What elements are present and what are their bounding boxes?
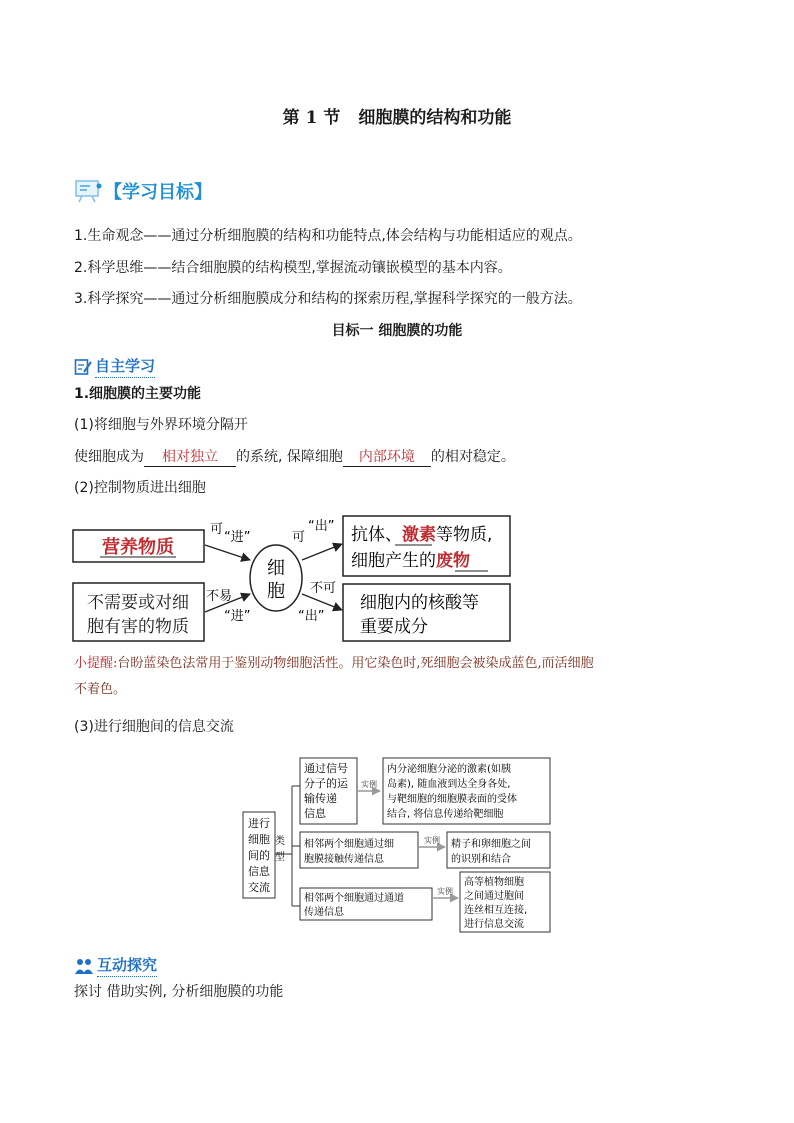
communication-diagram [240, 754, 560, 936]
svg-text:岛素), 随血液到达全身各处,: 岛素), 随血液到达全身各处, [387, 779, 511, 790]
tip-line-1: 台盼蓝染色法常用于鉴别动物细胞活性。用它染色时,死细胞会被染成蓝色,而活细胞 [117, 656, 594, 671]
svg-text:之间通过胞间: 之间通过胞间 [464, 891, 524, 902]
svg-text:结合, 将信息传递给靶细胞: 结合, 将信息传递给靶细胞 [387, 809, 504, 820]
cell-char-2: 胞 [267, 581, 285, 602]
arrow-in-hard-label-2: “进” [224, 609, 251, 624]
svg-text:进行: 进行 [248, 817, 270, 830]
label-harmful-1: 不需要或对细 [87, 593, 189, 613]
svg-text:信息: 信息 [248, 865, 270, 878]
svg-text:精子和卵细胞之间: 精子和卵细胞之间 [451, 839, 531, 850]
goal-item-1: 1.生命观念——通过分析细胞膜的结构和功能特点,体会结构与功能相适应的观点。 [74, 228, 582, 244]
arrow-in-can [205, 545, 250, 560]
arrow-out-can-label-1: 可 [292, 530, 306, 545]
arrow-in-can-label-1: 可 [210, 522, 224, 537]
tip [74, 651, 734, 703]
answer-blank-1: 相对独立 [144, 448, 236, 467]
goal-item-3: 3.科学探究——通过分析细胞膜成分和结构的探索历程,掌握科学探究的一般方法。 [74, 291, 582, 307]
page-title [0, 103, 794, 128]
arrow-in-hard-label-1: 不易 [206, 589, 233, 604]
cell-char-1: 细 [267, 558, 285, 579]
target-heading: 目标一 细胞膜的功能 [331, 323, 463, 339]
svg-text:连丝相互连接,: 连丝相互连接, [464, 905, 528, 916]
svg-text:进行信息交流: 进行信息交流 [464, 919, 524, 930]
transport-diagram [60, 508, 530, 648]
svg-text:相邻两个细胞通过通道: 相邻两个细胞通过通道 [304, 893, 404, 904]
arrow-out-not-label-2: “出” [298, 609, 325, 624]
svg-text:传递信息: 传递信息 [304, 907, 344, 918]
svg-text:胞膜接触传递信息: 胞膜接触传递信息 [304, 854, 384, 865]
sentence-isolate: 使细胞成为 相对独立 的系统, 保障细胞 内部环境 的相对稳定。 [74, 449, 515, 465]
sub2: (2)控制物质进出细胞 [74, 480, 206, 496]
svg-text:信息: 信息 [304, 807, 326, 820]
svg-text:通过信号: 通过信号 [304, 762, 348, 775]
arrow-out-can-label-2: “出” [308, 519, 335, 534]
svg-text:输传递: 输传递 [304, 792, 337, 805]
interactive-heading-text: 互动探究 [97, 954, 157, 977]
arrow-out-can [302, 544, 342, 560]
interactive-heading [74, 954, 157, 977]
arrow-out-not [302, 594, 342, 610]
secreted-line-2: 细胞产生的废物 [351, 551, 470, 571]
section-name: 细胞膜的结构和功能 [358, 108, 512, 128]
section-number: 第 1 节 [282, 108, 341, 128]
point1-title: 1.细胞膜的主要功能 [74, 386, 202, 402]
people-icon [74, 957, 94, 975]
svg-text:的识别和结合: 的识别和结合 [451, 854, 511, 865]
svg-text:交流: 交流 [248, 881, 270, 894]
example-label-3: 实例 [437, 887, 453, 896]
svg-text:高等植物细胞: 高等植物细胞 [464, 877, 524, 888]
goals-heading-text: 【学习目标】 [104, 182, 212, 203]
type-label-1: 类 [275, 836, 285, 847]
type-label-2: 型 [275, 852, 285, 863]
answer-blank-2: 内部环境 [343, 448, 431, 467]
pencil-note-icon [74, 358, 92, 376]
arrow-out-not-label-1: 不可 [310, 581, 337, 596]
goals-heading [74, 178, 212, 204]
svg-text:分子的运: 分子的运 [304, 777, 348, 790]
example-label-1: 实例 [361, 780, 377, 789]
svg-text:内分泌细胞分泌的激素(如胰: 内分泌细胞分泌的激素(如胰 [387, 764, 511, 775]
sub1: (1)将细胞与外界环境分隔开 [74, 417, 248, 433]
label-nutrients: 营养物质 [102, 537, 174, 558]
tip-label: 小提醒: [74, 656, 118, 671]
arrow-in-can-label-2: “进” [224, 530, 251, 545]
sub3: (3)进行细胞间的信息交流 [74, 719, 234, 735]
svg-text:与靶细胞的细胞膜表面的受体: 与靶细胞的细胞膜表面的受体 [387, 794, 517, 805]
discussion-line: 探讨 借助实例, 分析细胞膜的功能 [74, 984, 284, 1000]
secreted-line-1: 抗体、激素等物质, [351, 525, 493, 545]
self-study-heading-text: 自主学习 [95, 355, 155, 378]
example-label-2: 实例 [424, 836, 440, 845]
label-harmful-2: 胞有害的物质 [87, 617, 189, 637]
tip-line-2: 不着色。 [74, 682, 127, 697]
goal-item-2: 2.科学思维——结合细胞膜的结构模型,掌握流动镶嵌模型的基本内容。 [74, 260, 512, 276]
svg-text:间的: 间的 [248, 849, 270, 862]
svg-text:细胞: 细胞 [248, 833, 270, 846]
blackboard-icon [74, 178, 104, 204]
retained-line-2: 重要成分 [360, 617, 428, 637]
svg-text:相邻两个细胞通过细: 相邻两个细胞通过细 [304, 839, 394, 850]
self-study-heading [74, 355, 155, 378]
retained-line-1: 细胞内的核酸等 [360, 593, 479, 613]
